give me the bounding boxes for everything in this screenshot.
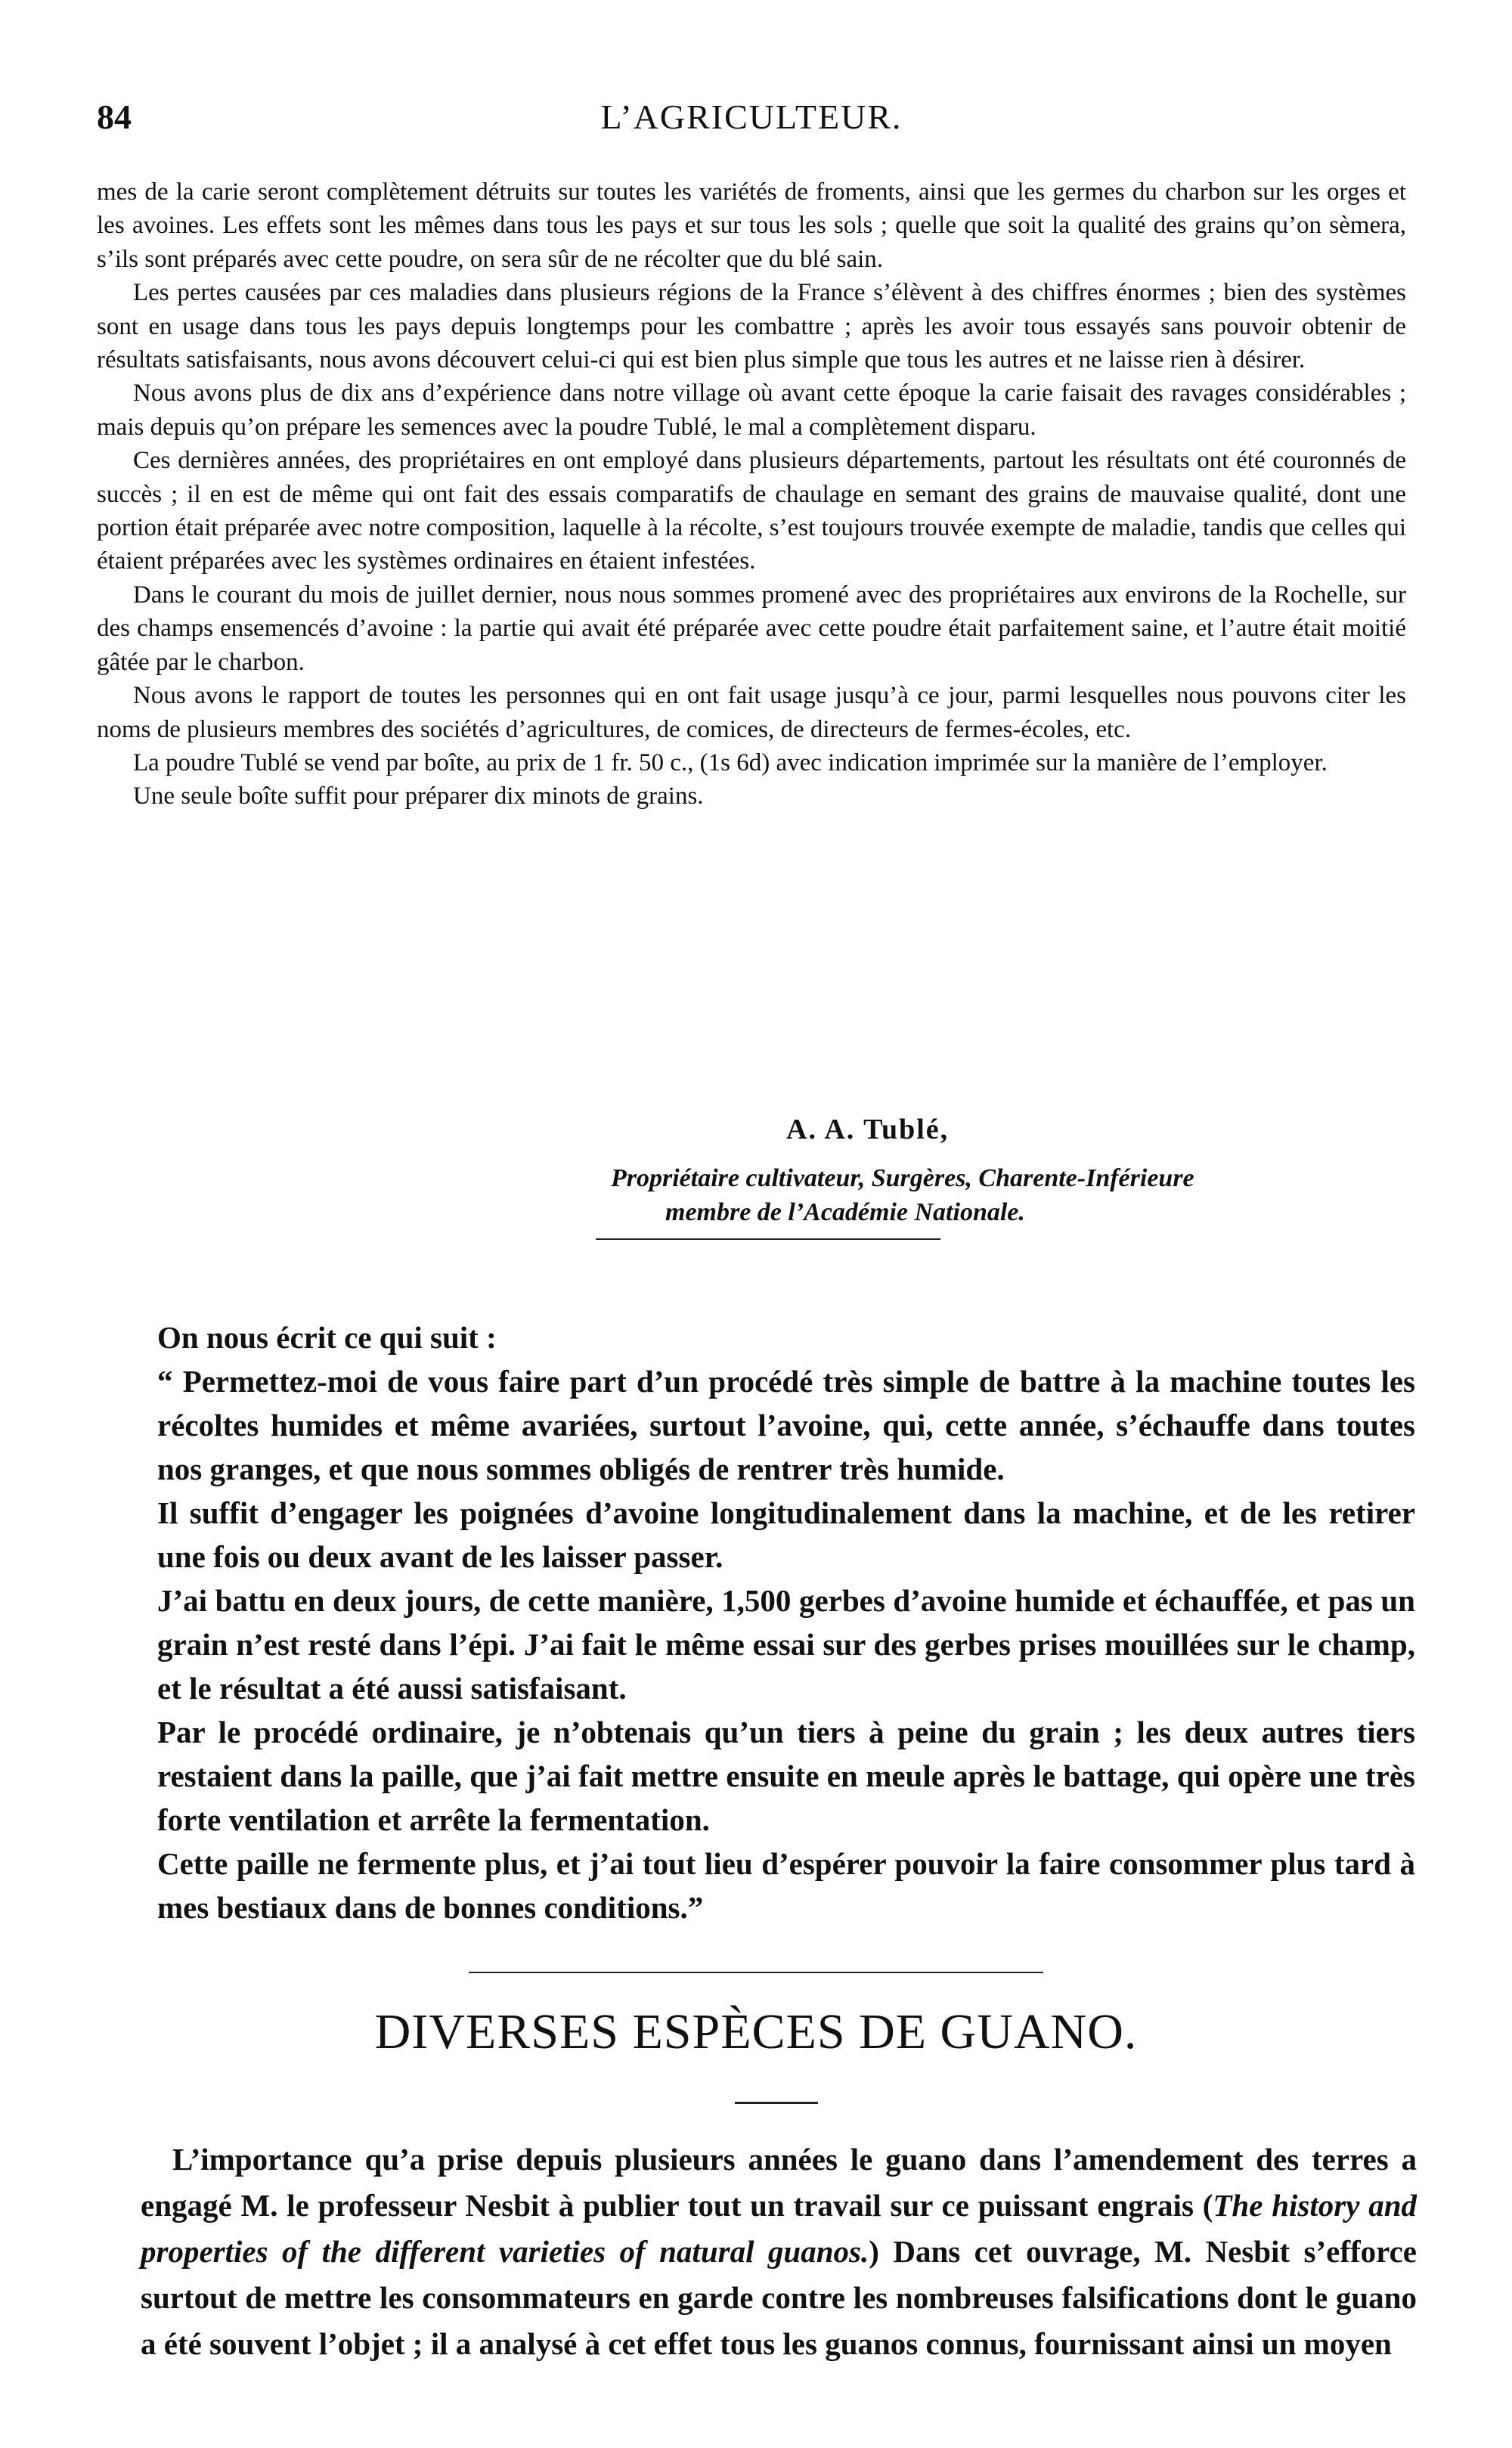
paragraph: Une seule boîte suffit pour préparer dix minots de grains. <box>133 782 704 810</box>
signature-membership: membre de l’Académie Nationale. <box>665 1198 1025 1226</box>
paragraph: Ces dernières années, des propriétaires en ont employé dans plusieurs départements, partout les résultats ont été couronnés de succès ; il en est de même qui ont fait des essais comparatifs de chaulage en semant des grains de mauvaise qualité, dont une portion était préparée avec notre composition, laquelle à la récolte, s’est toujours trouvée exempte de maladie, tandis que celles qui étaient préparées avec les systèmes ordinaires en étaient infestées. <box>97 447 1406 575</box>
page-header <box>97 97 1406 150</box>
section-divider <box>596 1238 940 1240</box>
text-run: L’importance qu’a prise depuis plusieurs années le guano dans l’amendement des terres a engagé M. le professeur Nesbit à publier tout un travail sur ce puissant engrais ( <box>141 2142 1417 2223</box>
paragraph <box>141 2137 1417 2367</box>
paragraph: Par le procédé ordinaire, je n’obtenais qu’un tiers à peine du grain ; les deux autres tiers restaient dans la paille, que j’ai fait mettre ensuite en meule après le battage, qui opère une très forte ventilation et arrête la fermentation. <box>157 1715 1415 1837</box>
guano-article-text <box>141 2137 1417 2367</box>
paragraph: J’ai battu en deux jours, de cette manière, 1,500 gerbes d’avoine humide et échauffée, et pas un grain n’est resté dans l’épi. J’ai fait le même essai sur des gerbes prises mouillées sur le champ, et le résultat a été aussi satisfaisant. <box>157 1583 1415 1706</box>
text-run: ) Dans cet ouvrage, M. Nesbit s’efforce surtout de mettre les consommateurs en garde contre les nombreuses falsifications dont le guano a été souvent l’objet ; il a analysé à cet effet tous les guanos connus, fournissant ainsi un moyen <box>141 2234 1418 2361</box>
letter-intro: On nous écrit ce qui suit : <box>157 1320 497 1355</box>
section-divider <box>469 1972 1043 1973</box>
paragraph: Il suffit d’engager les poignées d’avoine longitudinalement dans la machine, et de les retirer une fois ou deux avant de les laisser passer. <box>157 1495 1415 1574</box>
paragraph: Les pertes causées par ces maladies dans plusieurs régions de la France s’élèvent à des chiffres énormes ; bien des systèmes sont en usage dans tous les pays depuis longtemps pour les combattre ; après les avoir tous essayés sans pouvoir obtenir de résultats satisfaisants, nous avons découvert celui-ci qui est bien plus simple que tous les autres et ne laisse rien à désirer. <box>97 279 1406 374</box>
paragraph: mes de la carie seront complètement détruits sur toutes les variétés de froments, ainsi que les germes du charbon sur les orges et les avoines. Les effets sont les mêmes dans tous les pays et sur tous les sols ; quelle que soit la qualité des grains qu’on sèmera, s’ils sont préparés avec cette poudre, on sera sûr de ne récolter que du blé sain. <box>97 178 1406 273</box>
section-heading: DIVERSES ESPÈCES DE GUANO. <box>374 2004 1138 2059</box>
book-title: The history and properties of the different varieties of natural guanos. <box>141 2188 1417 2269</box>
paragraph: “ Permettez-moi de vous faire part d’un procédé très simple de battre à la machine toutes les récoltes humides et même avariées, surtout l’avoine, qui, cette année, s’échauffe dans toutes nos granges, et que nous sommes obligés de rentrer très humide. <box>157 1364 1415 1486</box>
paragraph: La poudre Tublé se vend par boîte, au prix de 1 fr. 50 c., (1s 6d) avec indication imprimée sur la manière de l’employer. <box>133 748 1328 776</box>
paragraph: Nous avons le rapport de toutes les personnes qui en ont fait usage jusqu’à ce jour, parmi lesquelles nous pouvons citer les noms de plusieurs membres des sociétés d’agricultures, de comices, de directeurs de fermes-écoles, etc. <box>97 682 1406 743</box>
paragraph: Nous avons plus de dix ans d’expérience dans notre village où avant cette époque la carie faisait des ravages considérables ; mais depuis qu’on prépare les semences avec la poudre Tublé, le mal a complètement disparu. <box>97 380 1406 441</box>
heading-underline <box>735 2102 818 2104</box>
paragraph: Cette paille ne fermente plus, et j’ai tout lieu d’espérer pouvoir la faire consommer plus tard à mes bestiaux dans de bonnes conditions.” <box>157 1846 1415 1925</box>
signature-title: Propriétaire cultivateur, Surgères, Charente-Inférieure <box>611 1164 1194 1192</box>
tuble-advertisement-text <box>97 175 1406 813</box>
paragraph: Dans le courant du mois de juillet dernier, nous nous sommes promené avec des propriétaires aux environs de la Rochelle, sur des champs ensemencés d’avoine : la partie qui avait été préparée avec cette poudre était parfaitement saine, et l’autre était moitié gâtée par le charbon. <box>97 581 1406 676</box>
running-title: L’AGRICULTEUR. <box>600 98 903 136</box>
page-number: 84 <box>97 98 132 136</box>
signature-name: A. A. Tublé, <box>786 1114 950 1145</box>
letter-text <box>157 1315 1415 1929</box>
